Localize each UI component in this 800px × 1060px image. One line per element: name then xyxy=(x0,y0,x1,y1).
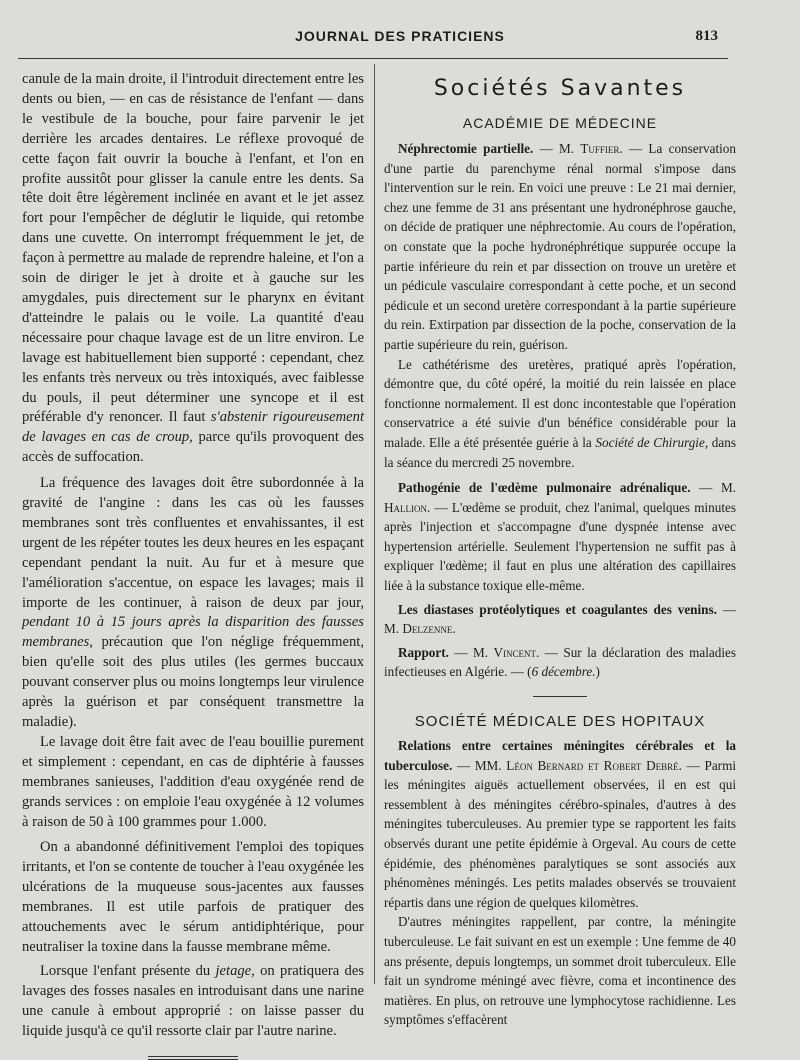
text-run: on pratiquera des lavages des fosses nasales en introduisant dans une narine une canule à embout approprié : on laisse passer du liquide jusqu'à ce qu'il ressorte clair par l'autre narine. xyxy=(22,962,364,1039)
academie-entry-4 xyxy=(384,643,736,682)
text-run: — M. xyxy=(384,601,737,637)
text-run: précaution que l'on néglige fréquemment, bien qu'elle soit des plus utiles (les germes buccaux pouvant conserver plus ou moins longtemps leur virulence après la guérison et par conséquent transmettre la maladie). xyxy=(22,634,364,730)
italic-run: jetage, xyxy=(215,962,255,979)
text-run: ) xyxy=(595,664,600,680)
entry-heading: Pathogénie de l'œdème pulmonaire adrénalique. xyxy=(398,480,691,496)
text-run: . xyxy=(452,621,456,637)
italic-run: pendant 10 à 15 jours après la disparition des fausses membranes, xyxy=(22,614,364,651)
entry-author: Tuffier xyxy=(580,141,620,156)
page-header xyxy=(0,28,800,50)
text-run: — MM. xyxy=(452,757,507,773)
text-run: . — Sur la déclaration des maladies infectieuses en Algérie. — ( xyxy=(384,644,736,680)
end-rule xyxy=(148,1056,238,1060)
left-paragraph-2 xyxy=(22,474,364,733)
left-paragraph-5 xyxy=(22,962,364,1042)
left-column xyxy=(22,70,364,1060)
text-run: dans la séance du mercredi 25 novembre. xyxy=(384,434,736,470)
academie-entry-2 xyxy=(384,478,736,596)
page-number: 813 xyxy=(695,28,718,44)
entry-heading: Rapport. xyxy=(398,644,449,660)
entry-heading: Les diastases protéolytiques et coagulantes des venins. xyxy=(398,601,717,617)
column-divider xyxy=(374,64,375,984)
italic-run: Société de Chirurgie, xyxy=(595,434,709,450)
italic-run: s'abstenir rigoureusement de lavages en cas de croup, xyxy=(22,409,364,446)
section-title: Sociétés Savantes xyxy=(433,76,687,101)
left-paragraph-4: On a abandonné définitivement l'emploi des topiques irritants, et l'on se contente de toucher à l'eau oxygénée les ulcérations de la muqueuse sous-jacentes aux fausses membranes. Il est utile parfois de pratiquer des attouchements avec le sérum antidiphtérique, pour neutraliser la toxine dans la fausse membrane même. xyxy=(22,839,364,955)
journal-title: JOURNAL DES PRATICIENS xyxy=(295,28,505,44)
academie-entry-1 xyxy=(384,139,736,355)
text-run: Lorsque l'enfant présente du xyxy=(40,962,216,979)
academie-entry-1-continued xyxy=(384,355,736,473)
text-run: — M. xyxy=(533,141,581,156)
text-run: Le cathétérisme des uretères, pratiqué après l'opération, démontre que, du côté opéré, la moitié du rein laissée en place fonctionne normalement. Il est donc incontestable que l'opération conservatrice a été suivie d'un bénéfice considérable pour la malade. Elle a été présentée guérie à la xyxy=(384,356,736,450)
societe-entry-1 xyxy=(384,736,736,912)
entry-author: Vincent xyxy=(493,644,536,660)
text-run: . — Parmi les méningites aiguës actuellement observées, il en est qui ressemblent à des méningites cérébro-spinales, d'autres à des méningites tuberculeuses. Au premier type se rapportent les faits observés durant une petite épidémie à Orgeval. Au cours de cette épidémie, des phénomènes paralytiques se sont associés aux phénomènes méningés. Les petits malades observés se trouvaient répartis dans une région de quelques kilomètres. xyxy=(384,757,736,910)
text-run: . — La conservation d'une partie du parenchyme rénal normal s'impose dans l'intervention sur le rein. En voici une preuve : Le 21 mai dernier, chez une femme de 31 ans présentant une hydronéphrose gauche, on décide de pratiquer une néphrectomie. Au cours de l'opération, on constate que la poche hydronéphrétique suppurée occupe la partie inférieure du rein et par dissection on trouve un uretère et un pédicule vasculaire correspondant à cette poche, et un second pédicule et un second uretère correspondant à la partie supérieure du rein. Extirpation par dissection de la poche, conservation de la partie supérieure du rein, guérison. xyxy=(384,141,736,352)
section-rule xyxy=(533,696,587,697)
right-column xyxy=(384,70,736,1030)
entry-heading: Néphrectomie partielle. xyxy=(398,141,534,156)
left-paragraph-1 xyxy=(22,70,364,468)
left-paragraph-3: Le lavage doit être fait avec de l'eau bouillie purement et simplement : cependant, en cas de diphtérie à fausses membranes sanieuses, l'addition d'eau oxygénée rend de grands services : on emploie l'eau oxygénée à 12 volumes à raison de 50 à 100 grammes pour 1.000. xyxy=(22,733,364,830)
text-run: La fréquence des lavages doit être subordonnée à la gravité de l'angine : dans les cas où les fausses membranes sont très confluentes et envahissantes, il est urgent de les répéter toutes les deux heures en les espaçant cependant pendant la nuit. Au fur et à mesure que l'amélioration s'accentue, on espace les lavages; mais il importe de les continuer, à raison de deux par jour, xyxy=(22,475,364,611)
societe-entry-2: D'autres méningites rappellent, par contre, la méningite tuberculeuse. Le fait suivant en est un exemple : Une femme de 40 ans présente, depuis longtemps, un sommet droit tuberculeux. Elle fait un syndrome méningé avec fièvre, coma et incontinence des matières. En plus, on retrouve une lymphocytose rachidienne. Les symptômes s'effacèrent xyxy=(384,914,736,1028)
text-run: parce qu'ils provoquent des accès de suffocation. xyxy=(22,429,364,466)
text-run: . — L'œdème se produit, chez l'animal, quelques minutes après l'injection et s'accompagne d'une dyspnée intense avec hypertension artérielle. Seulement l'hypertension ne suffit pas à expliquer l'œdème; il faut en plus une altération des capillaires liée à la substance toxique elle-même. xyxy=(384,499,736,594)
header-rule xyxy=(18,58,728,59)
entry-author: Hallion xyxy=(384,499,428,515)
text-run: canule de la main droite, il l'introduit directement entre les dents ou bien, — en cas de résistance de l'enfant — dans le vestibule de la bouche, pour faire parvenir le jet derrière les arcades dentaires. Le réflexe provoqué de cette façon fait ouvrir la bouche à l'enfant, et l'on en profite aussitôt pour glisser la canule entre les dents. Sa tête doit être légèrement inclinée en avant et le jet assez fort pour l'empêcher de déglutir le liquide, qui retombe dans une cuvette. On interrompt fréquemment le jet, de façon à permettre au malade de reprendre haleine, et l'on a soin de diriger le jet à droite et à gauche sur les amygdales, puis directement sur le pharynx en évitant d'atteindre le palais ou le voile. La quantité d'eau nécessaire pour chaque lavage est de un litre environ. Le lavage est habituellement bien supporté : cependant, chez les enfants très nerveux ou très intoxiqués, avec faiblesse du pouls, il peut déterminer une syncope et il est préférable d'y renoncer. Il faut xyxy=(22,71,364,426)
entry-author: Delzenne xyxy=(402,621,453,637)
text-run: — M. xyxy=(448,644,494,660)
societe-title: SOCIÉTÉ MÉDICALE DES HOPITAUX xyxy=(414,713,706,731)
entry-heading: Relations entre certaines méningites cérébrales et la tuberculose. xyxy=(384,738,736,773)
entry-author: Léon Bernard et Robert Debré xyxy=(506,757,679,773)
academie-entry-3 xyxy=(384,600,736,639)
italic-run: 6 décembre. xyxy=(531,664,596,680)
academie-title: ACADÉMIE DE MÉDECINE xyxy=(462,115,658,131)
text-run: — M. xyxy=(690,480,736,496)
